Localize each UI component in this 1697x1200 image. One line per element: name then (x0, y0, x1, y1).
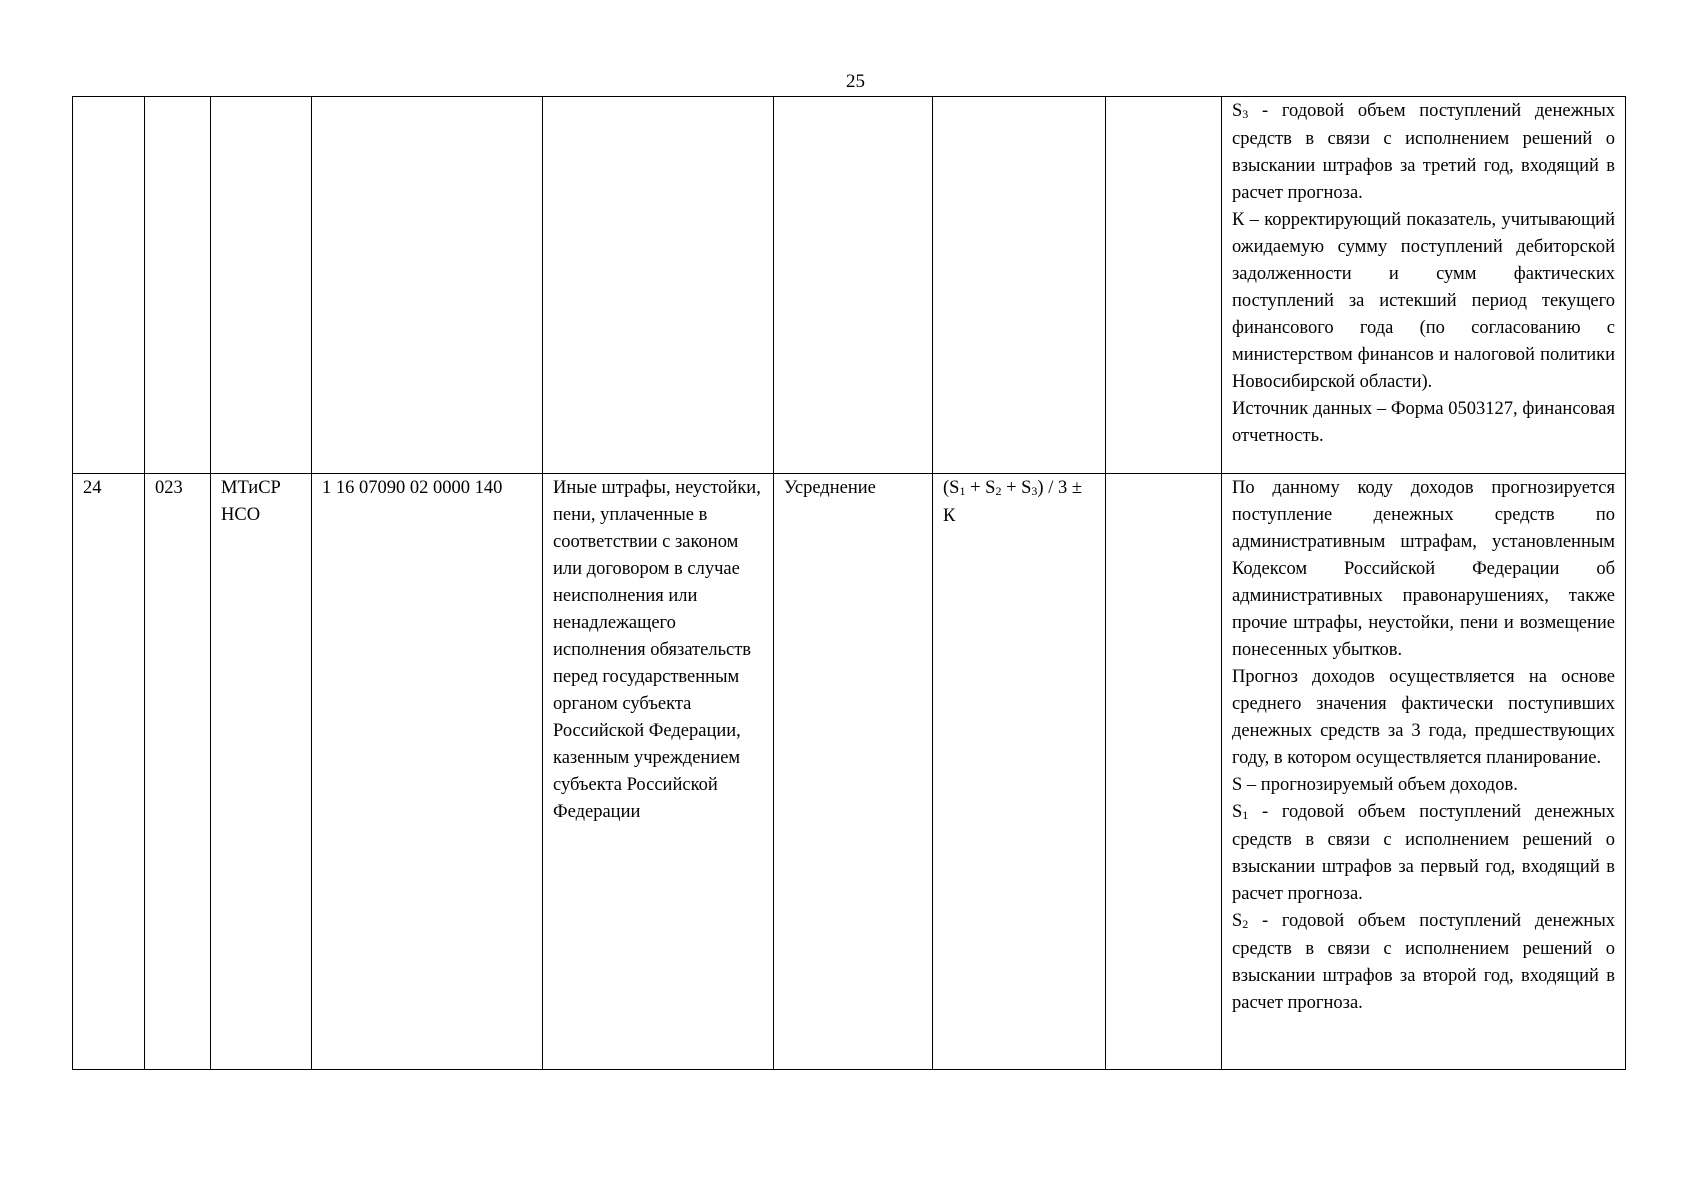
cell-formula: $(S_1 + S_2 + S_3) / 3 \pm К$ (933, 474, 1106, 1070)
cell-formula (933, 97, 1106, 474)
cell-kbk: 1 16 07090 02 0000 140 (312, 474, 543, 1070)
cell-method: Усреднение (774, 474, 933, 1070)
cell-code (145, 97, 211, 474)
cell-administrator: МТиСР НСО (211, 474, 312, 1070)
cell-administrator (211, 97, 312, 474)
cell-empty (1106, 474, 1222, 1070)
table-row-24 (73, 474, 1626, 1070)
cell-name (543, 97, 774, 474)
cell-method (774, 97, 933, 474)
description-paragraph: $S_2$ - годовой объем поступлений денежных средств в связи с исполнением решений о взыскании штрафов за второй год, входящий в расчет прогноза. (1232, 911, 1615, 1013)
cell-empty (1106, 97, 1222, 474)
symbol-s3: $S_3$ (1232, 101, 1249, 121)
symbol-s2: $S_2$ (1232, 911, 1249, 931)
cell-kbk (312, 97, 543, 474)
description-paragraph: К – корректирующий показатель, учитывающий ожидаемую сумму поступлений дебиторской задолженности и сумм фактических поступлений за истекший период текущего финансового года (по согласованию с министерством финансов и налоговой политики Новосибирской области). (1232, 210, 1615, 392)
cell-description (1222, 474, 1626, 1070)
cell-description (1222, 97, 1626, 474)
revenue-forecast-table (72, 96, 1626, 1070)
description-paragraph: S – прогнозируемый объем доходов. (1232, 775, 1518, 795)
page-number: 25 (846, 71, 865, 92)
description-paragraph: $S_1$ - годовой объем поступлений денежных средств в связи с исполнением решений о взыскании штрафов за первый год, входящий в расчет прогноза. (1232, 802, 1615, 904)
cell-name: Иные штрафы, неустойки, пени, уплаченные в соответствии с законом или договором в случае неисполнения или ненадлежащего исполнения обязательств перед государственным органом субъекта Российской Федерации, казенным учреждением субъекта Российской Федерации (543, 474, 774, 1070)
description-paragraph: По данному коду доходов прогнозируется поступление денежных средств по административным штрафам, установленным Кодексом Российской Федерации об административных правонарушениях, также прочие штрафы, неустойки, пени и возмещение понесенных убытков. (1232, 478, 1615, 660)
description-paragraph: Источник данных – Форма 0503127, финансовая отчетность. (1232, 399, 1615, 446)
table-row-continuation (73, 97, 1626, 474)
description-paragraph: $S_3$ - годовой объем поступлений денежных средств в связи с исполнением решений о взыскании штрафов за третий год, входящий в расчет прогноза. (1232, 101, 1615, 203)
cell-number (73, 97, 145, 474)
cell-code: 023 (145, 474, 211, 1070)
symbol-s1: $S_1$ (1232, 802, 1249, 822)
description-paragraph: Прогноз доходов осуществляется на основе среднего значения фактически поступивших денежных средств за 3 года, предшествующих году, в котором осуществляется планирование. (1232, 667, 1615, 768)
cell-number: 24 (73, 474, 145, 1070)
